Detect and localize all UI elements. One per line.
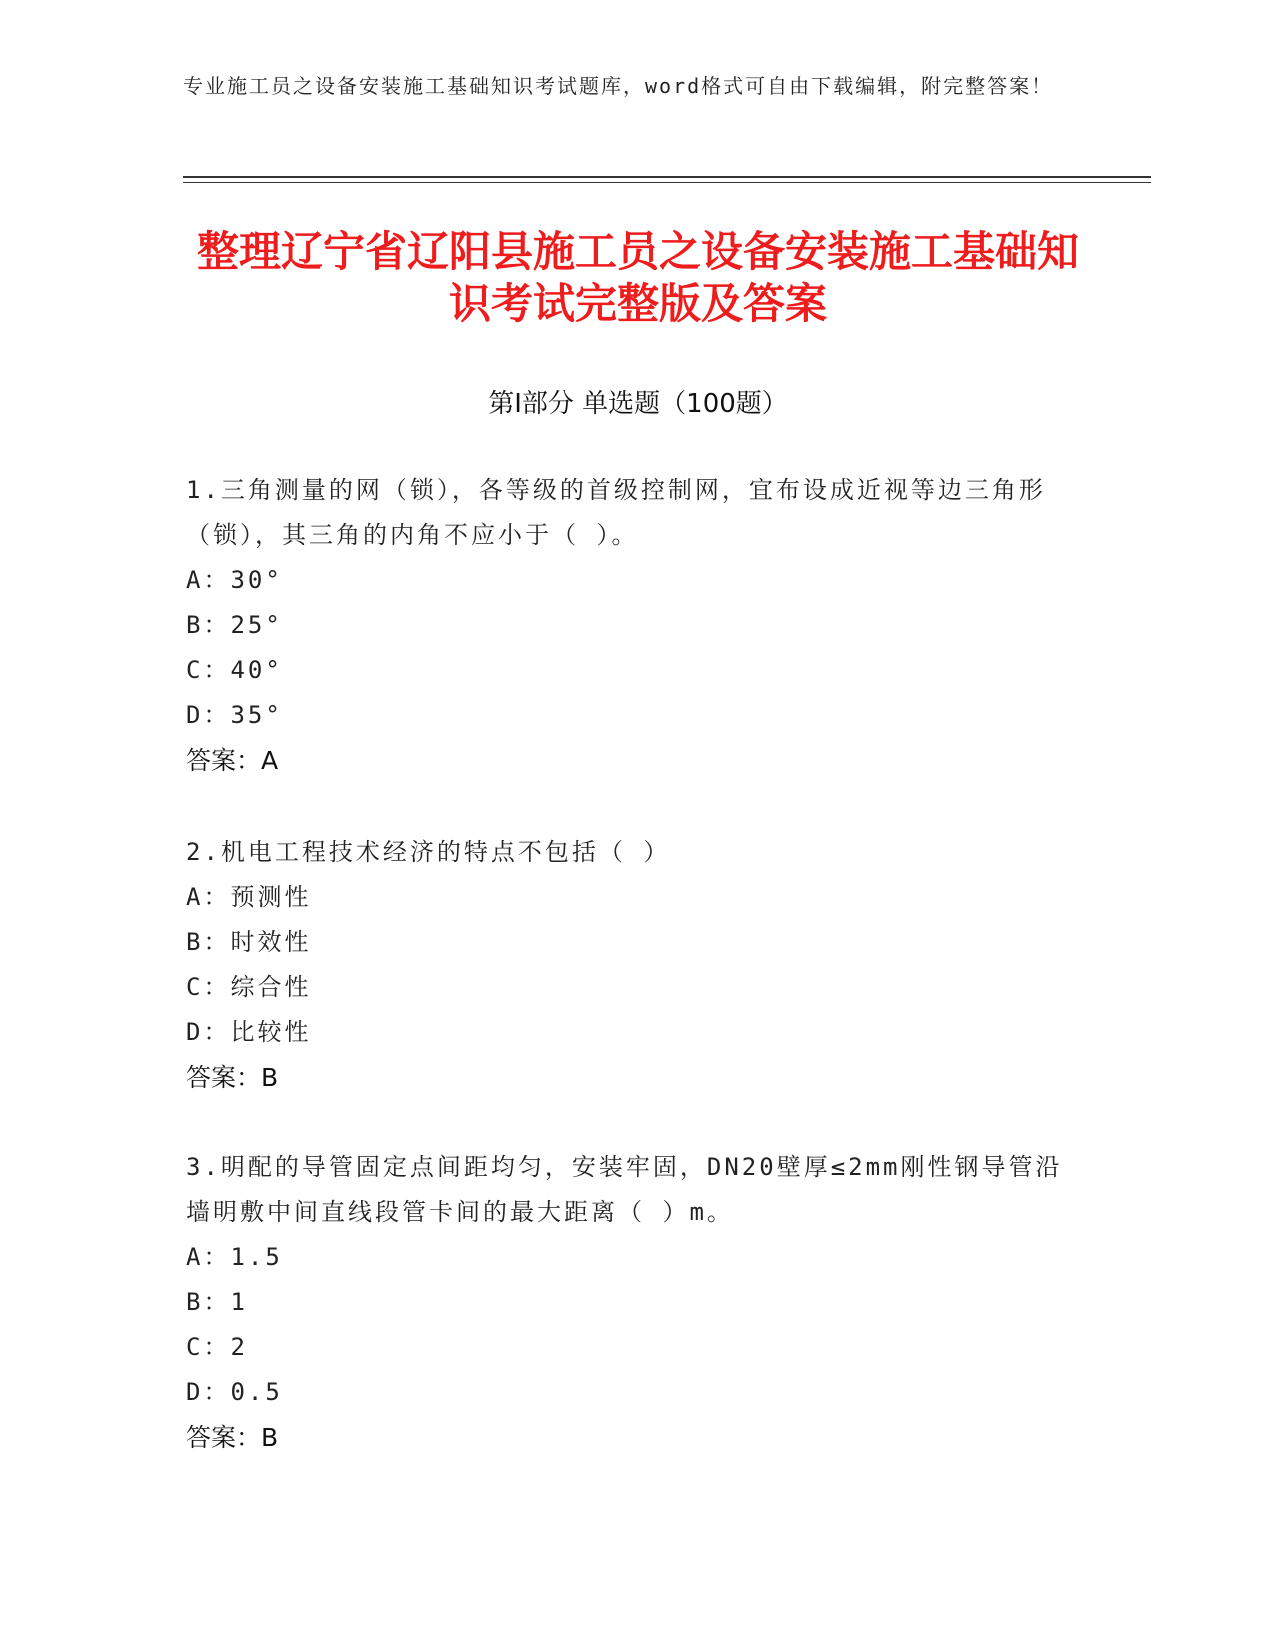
option-d: D：0.5 bbox=[186, 1378, 283, 1406]
answer-line: 答案：A bbox=[186, 746, 279, 775]
question-3 bbox=[186, 1145, 1066, 1460]
answer-line: 答案：B bbox=[186, 1063, 279, 1092]
question-1 bbox=[186, 468, 1066, 783]
option-a: A：预测性 bbox=[186, 883, 312, 911]
option-d: D：比较性 bbox=[186, 1018, 312, 1046]
document-title: 整理辽宁省辽阳县施工员之设备安装施工基础知识考试完整版及答案 bbox=[196, 227, 1079, 328]
question-stem: 3.明配的导管固定点间距均匀，安装牢固，DN20壁厚≤2mm刚性钢导管沿墙明敷中间直线段管卡间的最大距离（ ）m。 bbox=[186, 1153, 1063, 1226]
header-rule-thick bbox=[183, 176, 1151, 178]
option-c: C：2 bbox=[186, 1333, 248, 1361]
option-c: C：综合性 bbox=[186, 973, 312, 1001]
section-heading: 第Ⅰ部分 单选题（100题） bbox=[488, 389, 788, 419]
question-stem: 2.机电工程技术经济的特点不包括（ ） bbox=[186, 838, 671, 866]
option-b: B：时效性 bbox=[186, 928, 312, 956]
question-2 bbox=[186, 830, 1066, 1100]
option-d: D：35° bbox=[186, 701, 283, 729]
option-a: A：1.5 bbox=[186, 1243, 283, 1271]
question-stem: 1.三角测量的网（锁），各等级的首级控制网，宜布设成近视等边三角形（锁），其三角的内角不应小于（ ）。 bbox=[186, 476, 1046, 549]
header-note: 专业施工员之设备安装施工基础知识考试题库，word格式可自由下载编辑，附完整答案！ bbox=[183, 74, 1054, 98]
option-c: C：40° bbox=[186, 656, 283, 684]
option-a: A：30° bbox=[186, 566, 283, 594]
option-b: B：1 bbox=[186, 1288, 248, 1316]
answer-line: 答案：B bbox=[186, 1423, 279, 1452]
header-rule-thin bbox=[183, 182, 1151, 183]
option-b: B：25° bbox=[186, 611, 283, 639]
